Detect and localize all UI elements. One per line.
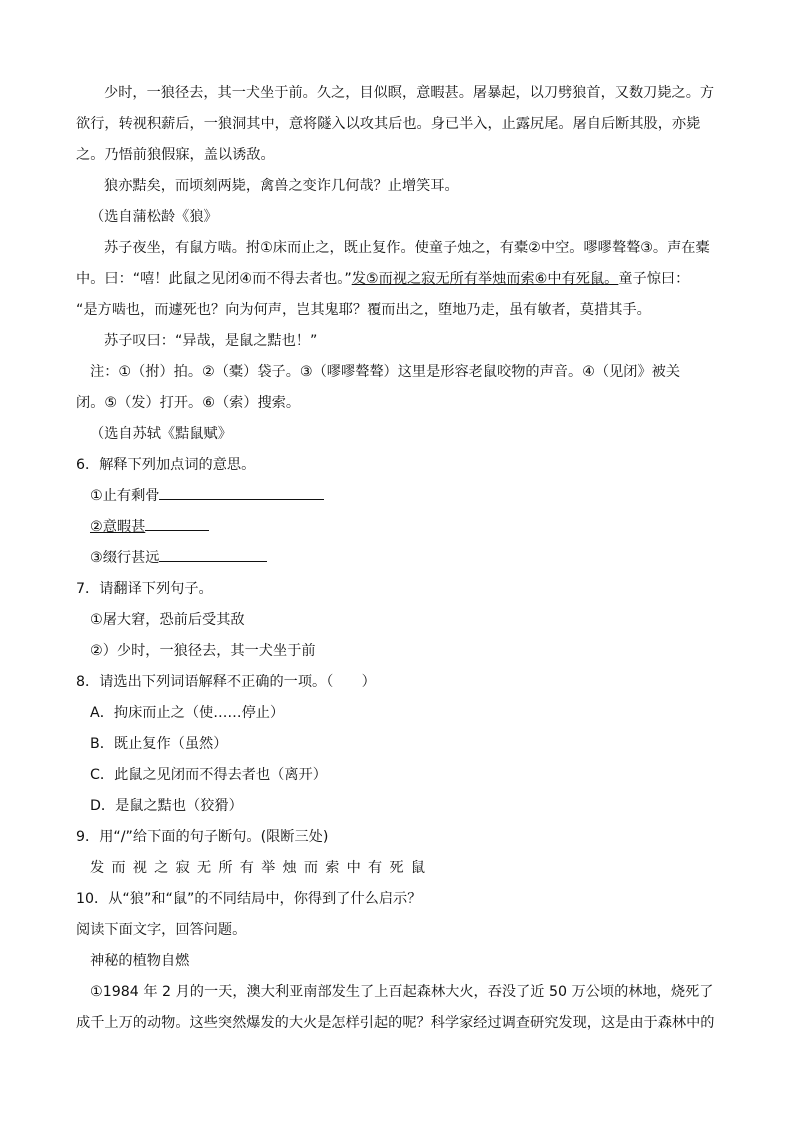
q8-option-d: D．是鼠之黠也（狡猾） xyxy=(90,798,243,814)
q6-item-2-text: ②意暇甚 xyxy=(90,519,146,535)
q8-option-c: C．此鼠之见闭而不得去者也（离开） xyxy=(90,767,327,783)
q7-item-1: ①屠大窘，恐前后受其敌 xyxy=(90,612,245,628)
q9-sentence: 发而视之寂无所有举烛而索中有死鼠 xyxy=(90,860,433,876)
reading-line1: ①1984 年 2 月的一天，澳大利亚南部发生了上百起森林大火，吞没了近 50 万公顷的林地，烧死了 xyxy=(90,984,714,1000)
q6-item-1 xyxy=(76,481,744,512)
passage2-line2 xyxy=(76,264,744,295)
q9-stem: 9．用“/”给下面的句子断句。(限断三处) xyxy=(76,829,329,845)
notes-line2: 闭。⑤（发）打开。⑥（索）搜索。 xyxy=(76,395,301,411)
passage1-line3: 之。乃悟前狼假寐，盖以诱敌。 xyxy=(76,147,275,163)
passage2-paragraph2: 苏子叹曰：“异哉，是鼠之黠也！” xyxy=(104,333,318,349)
passage2-source: （选自苏轼《黠鼠赋》 xyxy=(90,426,232,442)
reading-title: 神秘的植物自燃 xyxy=(90,953,190,969)
passage1-paragraph2: 狼亦黠矣，而顷刻两毙，禽兽之变诈几何哉？止增笑耳。 xyxy=(104,178,459,194)
q8-stem: 8．请选出下列词语解释不正确的一项。（ ） xyxy=(76,674,376,690)
q6-item-3 xyxy=(76,543,744,574)
underlined-sentence: 发⑤而视之寂无所有举烛而索⑥中有死鼠。 xyxy=(351,271,619,287)
q7-item-2: ②）少时，一狼径去，其一犬坐于前 xyxy=(90,643,316,659)
q6-item-3-text: ③缀行甚远 xyxy=(90,550,160,566)
reading-line2: 成千上万的动物。这些突然爆发的大火是怎样引起的呢？科学家经过调查研究发现，这是由于森林中的 xyxy=(76,1015,715,1031)
passage2-line2-start: 中。曰：“嘻！此鼠之见闭④而不得去者也。” xyxy=(76,271,352,287)
answer-blank[interactable] xyxy=(159,543,267,562)
q7-stem: 7．请翻译下列句子。 xyxy=(76,581,213,597)
q10-stem: 10．从“狼”和“鼠”的不同结局中，你得到了什么启示？ xyxy=(76,891,422,907)
document-page xyxy=(76,78,744,1039)
q8-option-b: B．既止复作（虽然） xyxy=(90,736,228,752)
passage2-line1: 苏子夜坐，有鼠方啮。拊①床而止之，既止复作。使童子烛之，有橐②中空。嘐嘐聱聱③。声在橐 xyxy=(104,240,710,256)
answer-blank[interactable] xyxy=(159,481,324,500)
q6-item-2 xyxy=(76,512,744,543)
notes-line1: 注：①（拊）拍。②（橐）袋子。③（嘐嘐聱聱）这里是形容老鼠咬物的声音。④（见闭》被关 xyxy=(90,364,681,380)
reading-instruction: 阅读下面文字，回答问题。 xyxy=(76,922,247,938)
answer-blank[interactable] xyxy=(145,512,209,531)
q8-option-a: A．拘床而止之（使……停止） xyxy=(90,705,285,721)
passage2-line3: “是方啮也，而遽死也？向为何声，岂其鬼耶？覆而出之，堕地乃走，虽有敏者，莫措其手。 xyxy=(76,302,651,318)
q6-stem: 6．解释下列加点词的意思。 xyxy=(76,457,256,473)
passage2-line2-end: 童子惊曰： xyxy=(618,271,690,287)
q6-item-1-text: ①止有剩骨 xyxy=(90,488,160,504)
passage1-source: （选自蒲松龄《狼》 xyxy=(90,209,218,225)
passage1-line2: 欲行，转视积薪后，一狼洞其中，意将隧入以攻其后也。身已半入，止露尻尾。屠自后断其股，亦毙 xyxy=(76,116,701,132)
passage1-line1: 少时，一狼径去，其一犬坐于前。久之，目似瞑，意暇甚。屠暴起，以刀劈狼首，又数刀毙之。方 xyxy=(104,85,715,101)
